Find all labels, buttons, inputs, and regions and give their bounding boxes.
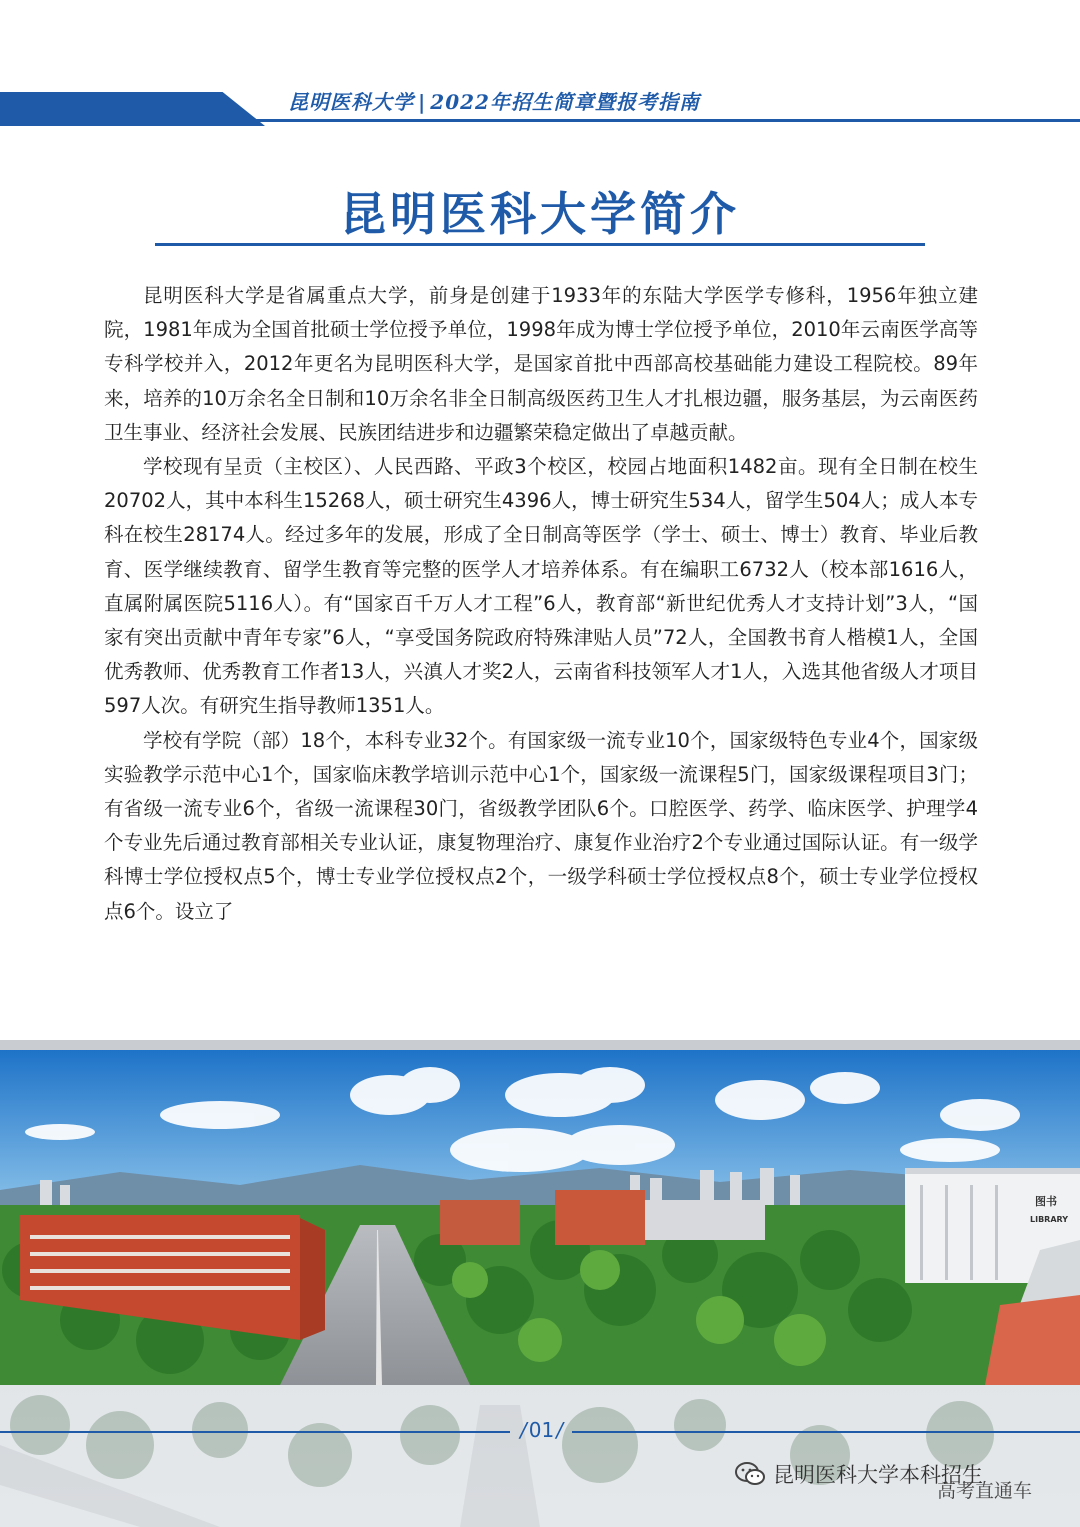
footer-rule-left [0,1431,510,1433]
article-body [104,279,978,929]
footer-rule-right [572,1431,1080,1433]
campus-panorama-photo [0,1040,1080,1385]
page-number-value: 01 [528,1418,555,1442]
header-accent-bar [0,92,265,126]
library-sign: 图书 [1035,1195,1057,1208]
paragraph-campus-and-staff: 学校现有呈贡（主校区）、人民西路、平政3个校区，校园占地面积1482亩。现有全日制在校生20702人，其中本科生15268人，硕士研究生4396人，博士研究生534人，留学生504人；成人本专科在校生28174人。经过多年的发展，形成了全日制高等医学（学士、硕士、博士）教育、毕业后教育、医学继续教育、留学生教育等完整的医学人才培养体系。有在编职工6732人（校本部1616人，直属附属医院5116人）。有“国家百千万人才工程”6人，教育部“新世纪优秀人才支持计划”3人，“国家有突出贡献中青年专家”6人，“享受国务院政府特殊津贴人员”72人，全国教书育人楷模1人，全国优秀教师、优秀教育工作者13人，兴滇人才奖2人，云南省科技领军人才1人，入选其他省级人才项目597人次。有研究生指导教师1351人。 [104,455,978,718]
paragraph-history: 昆明医科大学是省属重点大学，前身是创建于1933年的东陆大学医学专修科，1956年独立建院，1981年成为全国首批硕士学位授予单位，1998年成为博士学位授予单位，2010年云南医学高等专科学校并入，2012年更名为昆明医科大学，是国家首批中西部高校基础能力建设工程院校。89年来，培养的10万余名全日制和10万余名非全日制高级医药卫生人才扎根边疆，服务基层，为云南医药卫生事业、经济社会发展、民族团结进步和边疆繁荣稳定做出了卓越贡献。 [104,284,978,444]
page-title: 昆明医科大学简介 [340,187,740,241]
header-rule [230,119,1080,122]
library-sign-english: LIBRARY [1030,1215,1069,1224]
header-title [288,86,700,115]
watermark-site-name: 高考直通车 [937,1480,1033,1502]
paragraph-programs: 学校有学院（部）18个，本科专业32个。有国家级一流专业10个，国家级特色专业4个，国家级实验教学示范中心1个，国家临床教学培训示范中心1个，国家级一流课程5门，国家级课程项目3门；有省级一流专业6个，省级一流课程30门，省级教学团队6个。口腔医学、药学、临床医学、护理学4个专业先后通过教育部相关专业认证，康复物理治疗、康复作业治疗2个专业通过国际认证。有一级学科博士学位授权点5个，博士专业学位授权点2个，一级学科硕士学位授权点8个，硕士专业学位授权点6个。设立了 [104,728,978,923]
wechat-icon [735,1461,765,1487]
page-number: / 01 / [520,1418,563,1442]
header-school-name: 昆明医科大学 [288,90,414,114]
watermark-account-name: 昆明医科大学本科招生 [773,1463,983,1487]
footer-background-photo [0,1385,1080,1527]
header-subtitle: 2022年招生简章暨报考指南 [430,90,700,114]
header-separator: | [418,90,427,114]
title-underline [155,243,925,246]
